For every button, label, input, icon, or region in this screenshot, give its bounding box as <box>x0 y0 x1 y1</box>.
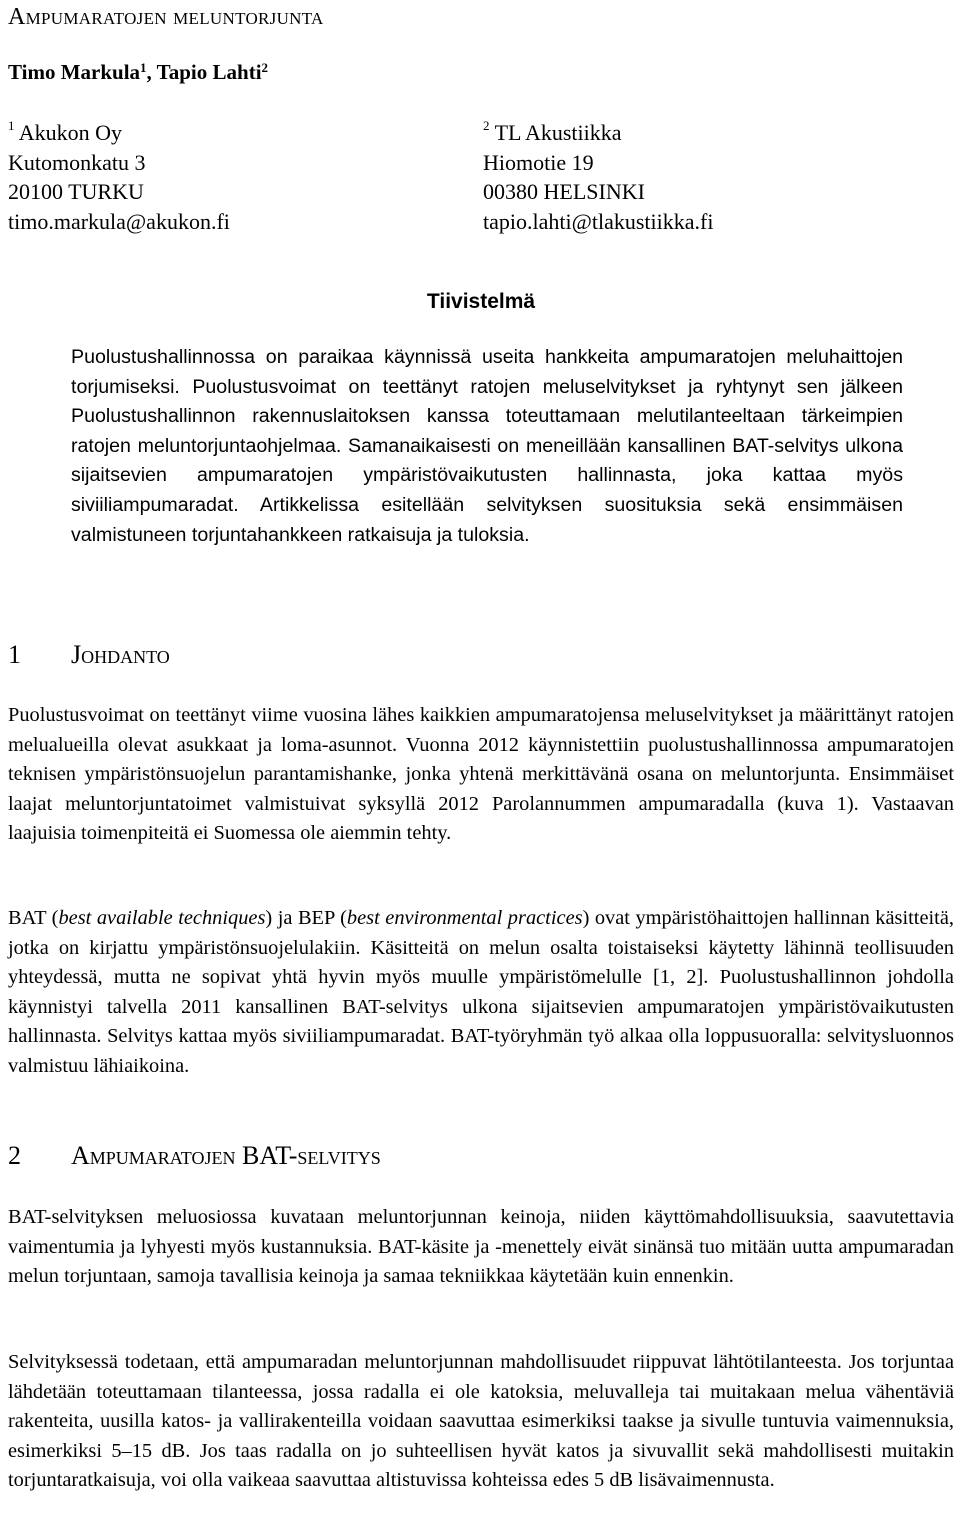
section-2-paragraph-2: Selvityksessä todetaan, että ampumaradan meluntorjunnan mahdollisuudet riippuvat lähtötilanteesta. Jos torjuntaa lähdetään toteuttamaan tilanteessa, jossa radalla ei ole katoksia, meluvalleja tai muitakaan melua vähentäviä rakenteita, uusilla katos- ja vallirakenteilla voidaan saavuttaa esimerkiksi taakse ja sivulle tuntuvia vaimennuksia, esimerkiksi 5–15 dB. Jos taas radalla on jo suhteellisen hyvät katos ja sivuvallit sekä mahdollisesti muitakin torjuntaratkaisuja, voi olla vaikeaa saavuttaa altistuvissa kohteissa edes 5 dB lisävaimennusta. <box>8 1351 954 1491</box>
affiliation-2-street: Hiomotie 19 <box>483 149 594 175</box>
abstract-text: Puolustushallinnossa on paraikaa käynnissä useita hankkeita ampumaratojen meluhaittojen torjumiseksi. Puolustusvoimat on teettänyt ratojen meluselvitykset ja ryhtynyt sen jälkeen Puolustushallinnon rakennuslaitoksen kanssa toteuttamaan melutilanteeltaan tärkeimpien ratojen meluntorjuntaohjelmaa. Samanaikaisesti on meneillään kansallinen BAT-selvitys ulkona sijaitsevien ampumaratojen ympäristövaikutusten hallinnasta, joka kattaa myös siviiliampumaradat. Artikkelissa esitellään selvityksen suosituksia sekä ensimmäisen valmistuneen torjuntahankkeen ratkaisuja ja tuloksia. <box>71 346 903 546</box>
author-1-affil-mark: 1 <box>140 60 147 75</box>
section-2-heading <box>8 1141 381 1171</box>
section-2-number: 2 <box>8 1141 21 1170</box>
section-1-number: 1 <box>8 640 21 669</box>
affiliation-1-street: Kutomonkatu 3 <box>8 149 146 175</box>
section-2-paragraph-1: BAT-selvityksen meluosiossa kuvataan meluntorjunnan keinoja, niiden käyttömahdollisuuksia, saavutettavia vaimentumia ja lyhyesti myös kustannuksia. BAT-käsite ja -menettely eivät sinänsä tuo mitään uutta ampumaradan melun torjuntaan, samoja tavallisia keinoja ja samaa tekniikkaa käytetään kuin ennenkin. <box>8 1206 954 1287</box>
affiliation-1-mark: 1 <box>8 118 15 133</box>
author-2-name: Tapio Lahti <box>156 60 262 84</box>
affiliation-2-org: $^2$ TL Akustiikka <box>483 118 622 145</box>
section-1-heading <box>8 640 170 670</box>
affiliation-2-email[interactable]: tapio.lahti@tlakustiikka.fi <box>483 208 714 234</box>
affiliation-2-mark: 2 <box>483 118 490 133</box>
author-line <box>8 60 268 85</box>
affiliation-2 <box>483 118 713 236</box>
section-1-paragraph-1: Puolustusvoimat on teettänyt viime vuosina lähes kaikkien ampumaratojensa meluselvitykset ja määrittänyt ratojen melualueilla olevat asukkaat ja loma-asunnot. Vuonna 2012 käynnistettiin puolustushallinnossa ampumaratojen teknisen ympäristönsuojelun parantamishanke, jonka yhtenä merkittävänä osana on meluntorjunta. Ensimmäiset laajat meluntorjuntatoimet valmistuivat syksyllä 2012 Parolannummen ampumaradalla (kuva 1). Vastaavan laajuisia toimenpiteitä ei Suomessa ole aiemmin tehty. <box>8 704 954 844</box>
bat-term: best available techniques <box>58 907 266 929</box>
paper-title: Ampumaratojen meluntorjunta <box>8 4 324 30</box>
affiliation-2-city: 00380 HELSINKI <box>483 179 645 204</box>
section-1-paragraph-2: BAT (best available techniques) ja BEP (best environmental practices) ovat ympäristöhaittojen hallinnan käsitteitä, jotka on kirjattu ympäristönsuojelulakiin. Käsitteitä on melun osalta toistaiseksi käytetty lähinnä teollisuuden yhteydessä, mutta ne sopivat yhtä hyvin myös muulle ympäristömelulle [1, 2]. Puolustushallinnon johdolla käynnistyi talvella 2011 kansallinen BAT-selvitys ulkona sijaitsevien ampumaratojen ympäristövaikutusten hallinnasta. Selvitys kattaa myös siviiliampumaradat. BAT-työryhmän työ alkaa olla loppusuoralla: selvitysluonnos valmistuu lähiaikoina. <box>8 907 954 1077</box>
author-2-affil-mark: 2 <box>261 60 269 75</box>
abstract-heading: Tiivistelmä <box>426 290 536 313</box>
author-separator: , <box>146 60 157 84</box>
bep-term: best environmental practices <box>346 907 583 929</box>
section-1-title: Johdanto <box>71 640 170 669</box>
author-1-name: Timo Markula <box>8 60 141 84</box>
affiliation-1 <box>8 118 230 236</box>
affiliation-1-city: 20100 TURKU <box>8 179 144 204</box>
affiliation-1-email[interactable]: timo.markula@akukon.fi <box>8 208 230 234</box>
section-2-title: Ampumaratojen BAT-selvitys <box>71 1141 381 1170</box>
affiliation-1-org: $^1$ Akukon Oy <box>8 118 123 145</box>
